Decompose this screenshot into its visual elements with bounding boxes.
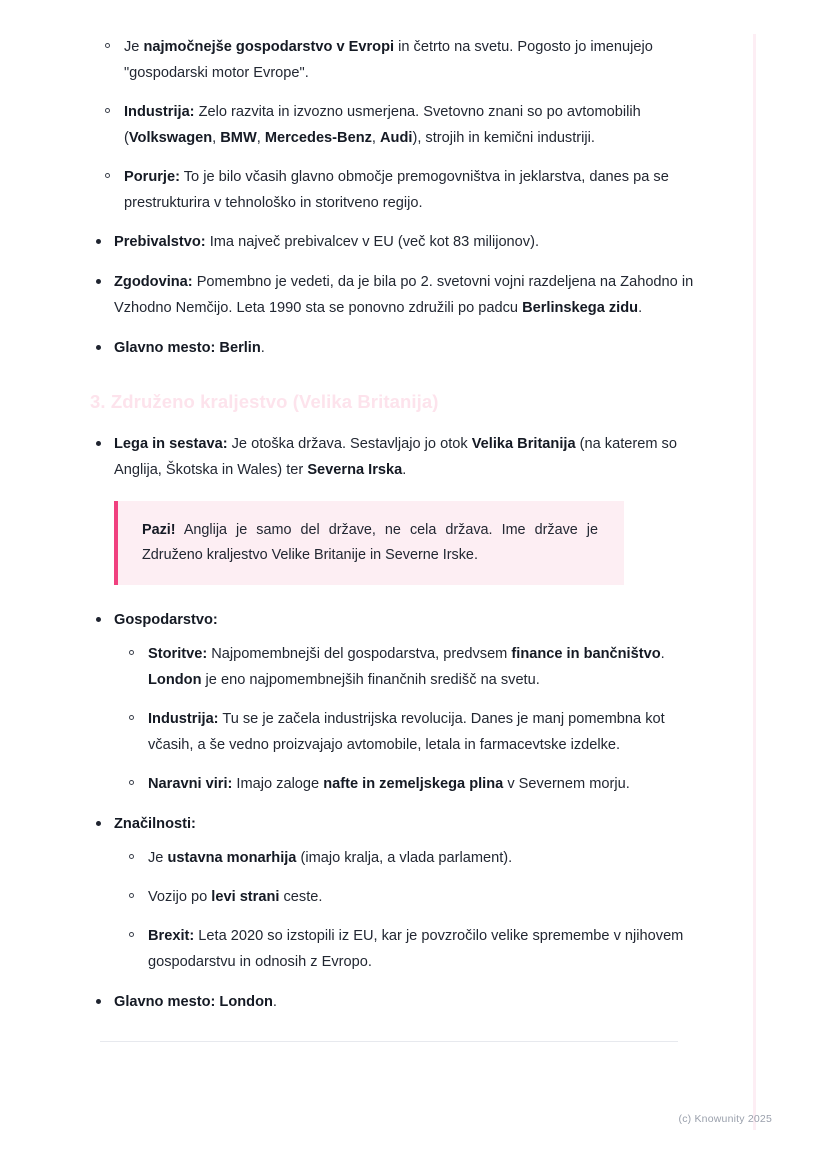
section-heading-uk: 3. Združeno kraljestvo (Velika Britanija) [90,391,439,412]
list-item: Glavno mesto: Berlin. [90,335,710,361]
uk-intro-list [90,431,710,483]
list-item [90,811,710,975]
list-item-label: Značilnosti: [114,816,196,832]
list-item: Prebivalstvo: Ima največ prebivalcev v EU (več kot 83 milijonov). [90,229,710,255]
list-item-label: Gospodarstvo: [114,612,218,628]
list-item: Lega in sestava: Je otoška država. Sestavljajo jo otok Velika Britanija (na katerem so Anglija, Škotska in Wales) ter Severna Irska. [90,431,710,483]
list-item: Je najmočnejše gospodarstvo v Evropi in četrto na svetu. Pogosto jo imenujejo "gospodarski motor Evrope". [100,34,710,86]
uk-features-sublist [124,845,710,975]
uk-economy-group [90,607,710,1015]
germany-main-list [90,229,710,361]
list-item: Naravni viri: Imajo zaloge nafte in zemeljskega plina v Severnem morju. [124,771,710,797]
page-right-rail [753,34,756,1130]
list-item: Brexit: Leta 2020 so izstopili iz EU, kar je povzročilo velike spremembe v njihovem gospodarstvu in odnosih z Evropo. [124,923,710,975]
list-item: Zgodovina: Pomembno je vedeti, da je bila po 2. svetovni vojni razdeljena na Zahodno in Vzhodno Nemčijo. Leta 1990 sta se ponovno združili po padcu Berlinskega zidu. [90,269,710,321]
germany-sub-list [100,34,710,216]
list-item: Storitve: Najpomembnejši del gospodarstva, predvsem finance in bančništvo. London je eno najpomembnejših finančnih središč na svetu. [124,641,710,693]
list-item: Porurje: To je bilo včasih glavno območje premogovništva in jeklarstva, danes pa se prestrukturira v tehnološko in storitveno regijo. [100,164,710,216]
list-item: Industrija: Zelo razvita in izvozno usmerjena. Svetovno znani so po avtomobilih (Volkswagen, BMW, Mercedes-Benz, Audi), strojih in kemični industriji. [100,99,710,151]
list-item [90,607,710,797]
footer-divider [100,1041,678,1042]
list-item: Je ustavna monarhija (imajo kralja, a vlada parlament). [124,845,710,871]
document-content [90,34,710,1042]
copyright-footer: (c) Knowunity 2025 [678,1113,772,1125]
callout-warning: Pazi! Anglija je samo del države, ne cela država. Ime države je Združeno kraljestvo Velike Britanije in Severne Irske. [114,501,624,585]
list-item: Vozijo po levi strani ceste. [124,884,710,910]
list-item: Glavno mesto: London. [90,989,710,1015]
uk-economy-sublist [124,641,710,797]
list-item: Industrija: Tu se je začela industrijska revolucija. Danes je manj pomembna kot včasih, a še vedno proizvajajo avtomobile, letala in farmacevtske izdelke. [124,706,710,758]
